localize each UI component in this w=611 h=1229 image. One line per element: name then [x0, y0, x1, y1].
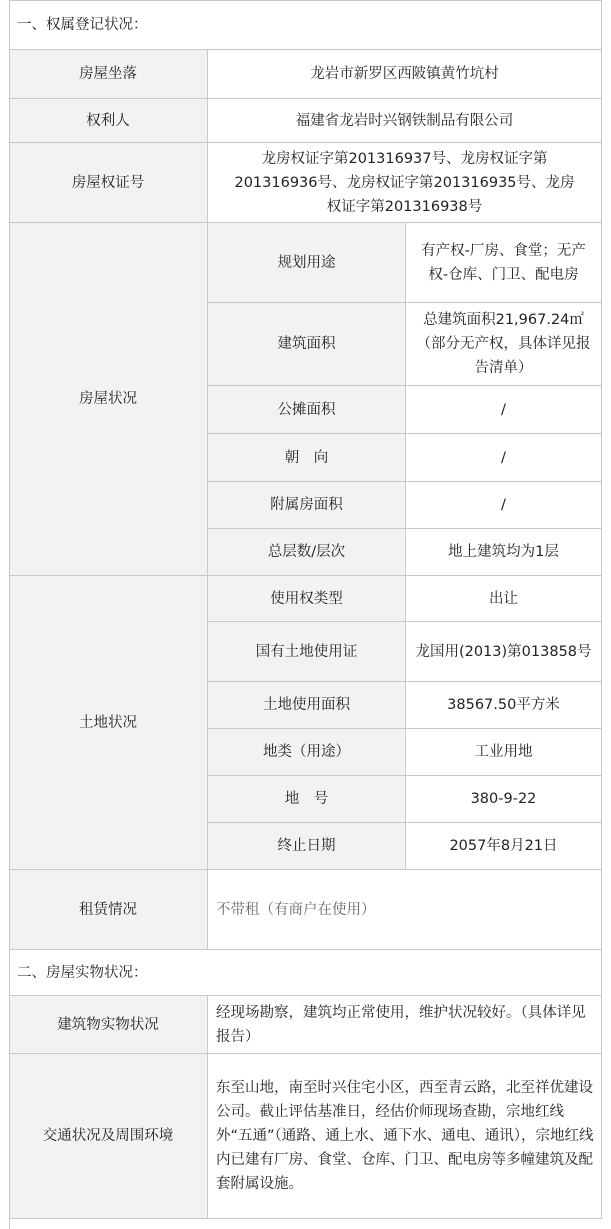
house-row-value: 有产权-厂房、食堂；无产权-仓库、门卫、配电房 — [406, 223, 602, 303]
land-row-label: 终止日期 — [208, 823, 406, 870]
location-label: 房屋坐落 — [9, 50, 208, 99]
land-row-label: 国有土地使用证 — [208, 622, 406, 682]
land-row-value: 出让 — [406, 576, 602, 622]
section-title-physical: 二、房屋实物状况： — [9, 950, 602, 996]
owner-value: 福建省龙岩时兴钢铁制品有限公司 — [208, 99, 602, 143]
house-row-value: / — [406, 482, 602, 529]
house-row-label: 规划用途 — [208, 223, 406, 303]
traffic-value: 东至山地，南至时兴住宅小区，西至青云路，北至祥优建设公司。截止评估基准日，经估价师现场查勘，宗地红线外“五通”（通路、通上水、通下水、通电、通讯），宗地红线内已建有厂房、食堂、仓库、门卫、配电房等多幢建筑及配套附属设施。 — [208, 1054, 602, 1219]
house-row-label: 总层数/层次 — [208, 529, 406, 576]
land-row-label: 土地使用面积 — [208, 682, 406, 729]
house-row-label: 公摊面积 — [208, 386, 406, 434]
property-report-table — [9, 0, 602, 1229]
land-row-label: 地 号 — [208, 776, 406, 823]
land-row-value: 38567.50平方米 — [406, 682, 602, 729]
house-row-value: 总建筑面积21,967.24㎡（部分无产权，具体详见报告清单） — [406, 303, 602, 386]
building-label: 建筑物实物状况 — [9, 996, 208, 1054]
land-row-label: 地类（用途） — [208, 729, 406, 776]
house-row-label: 附属房面积 — [208, 482, 406, 529]
lease-value: 不带租（有商户在使用） — [208, 870, 602, 950]
house-row-label: 建筑面积 — [208, 303, 406, 386]
land-row-value: 工业用地 — [406, 729, 602, 776]
land-status-label: 土地状况 — [9, 576, 208, 870]
land-row-label: 使用权类型 — [208, 576, 406, 622]
owner-label: 权利人 — [9, 99, 208, 143]
traffic-label: 交通状况及周围环境 — [9, 1054, 208, 1219]
cert-label: 房屋权证号 — [9, 143, 208, 223]
house-row-value: 地上建筑均为1层 — [406, 529, 602, 576]
building-value: 经现场勘察，建筑均正常使用，维护状况较好。（具体详见报告） — [208, 996, 602, 1054]
house-row-label: 朝 向 — [208, 434, 406, 482]
cert-value: 龙房权证字第201316937号、龙房权证字第201316936号、龙房权证字第201316935号、龙房权证字第201316938号 — [208, 143, 602, 223]
land-row-value: 380-9-22 — [406, 776, 602, 823]
house-status-label: 房屋状况 — [9, 223, 208, 576]
house-row-value: / — [406, 434, 602, 482]
land-row-value: 龙国用(2013)第013858号 — [406, 622, 602, 682]
section-title-ownership: 一、权属登记状况： — [9, 0, 602, 50]
land-row-value: 2057年8月21日 — [406, 823, 602, 870]
lease-label: 租赁情况 — [9, 870, 208, 950]
location-value: 龙岩市新罗区西陂镇黄竹坑村 — [208, 50, 602, 99]
house-row-value: / — [406, 386, 602, 434]
